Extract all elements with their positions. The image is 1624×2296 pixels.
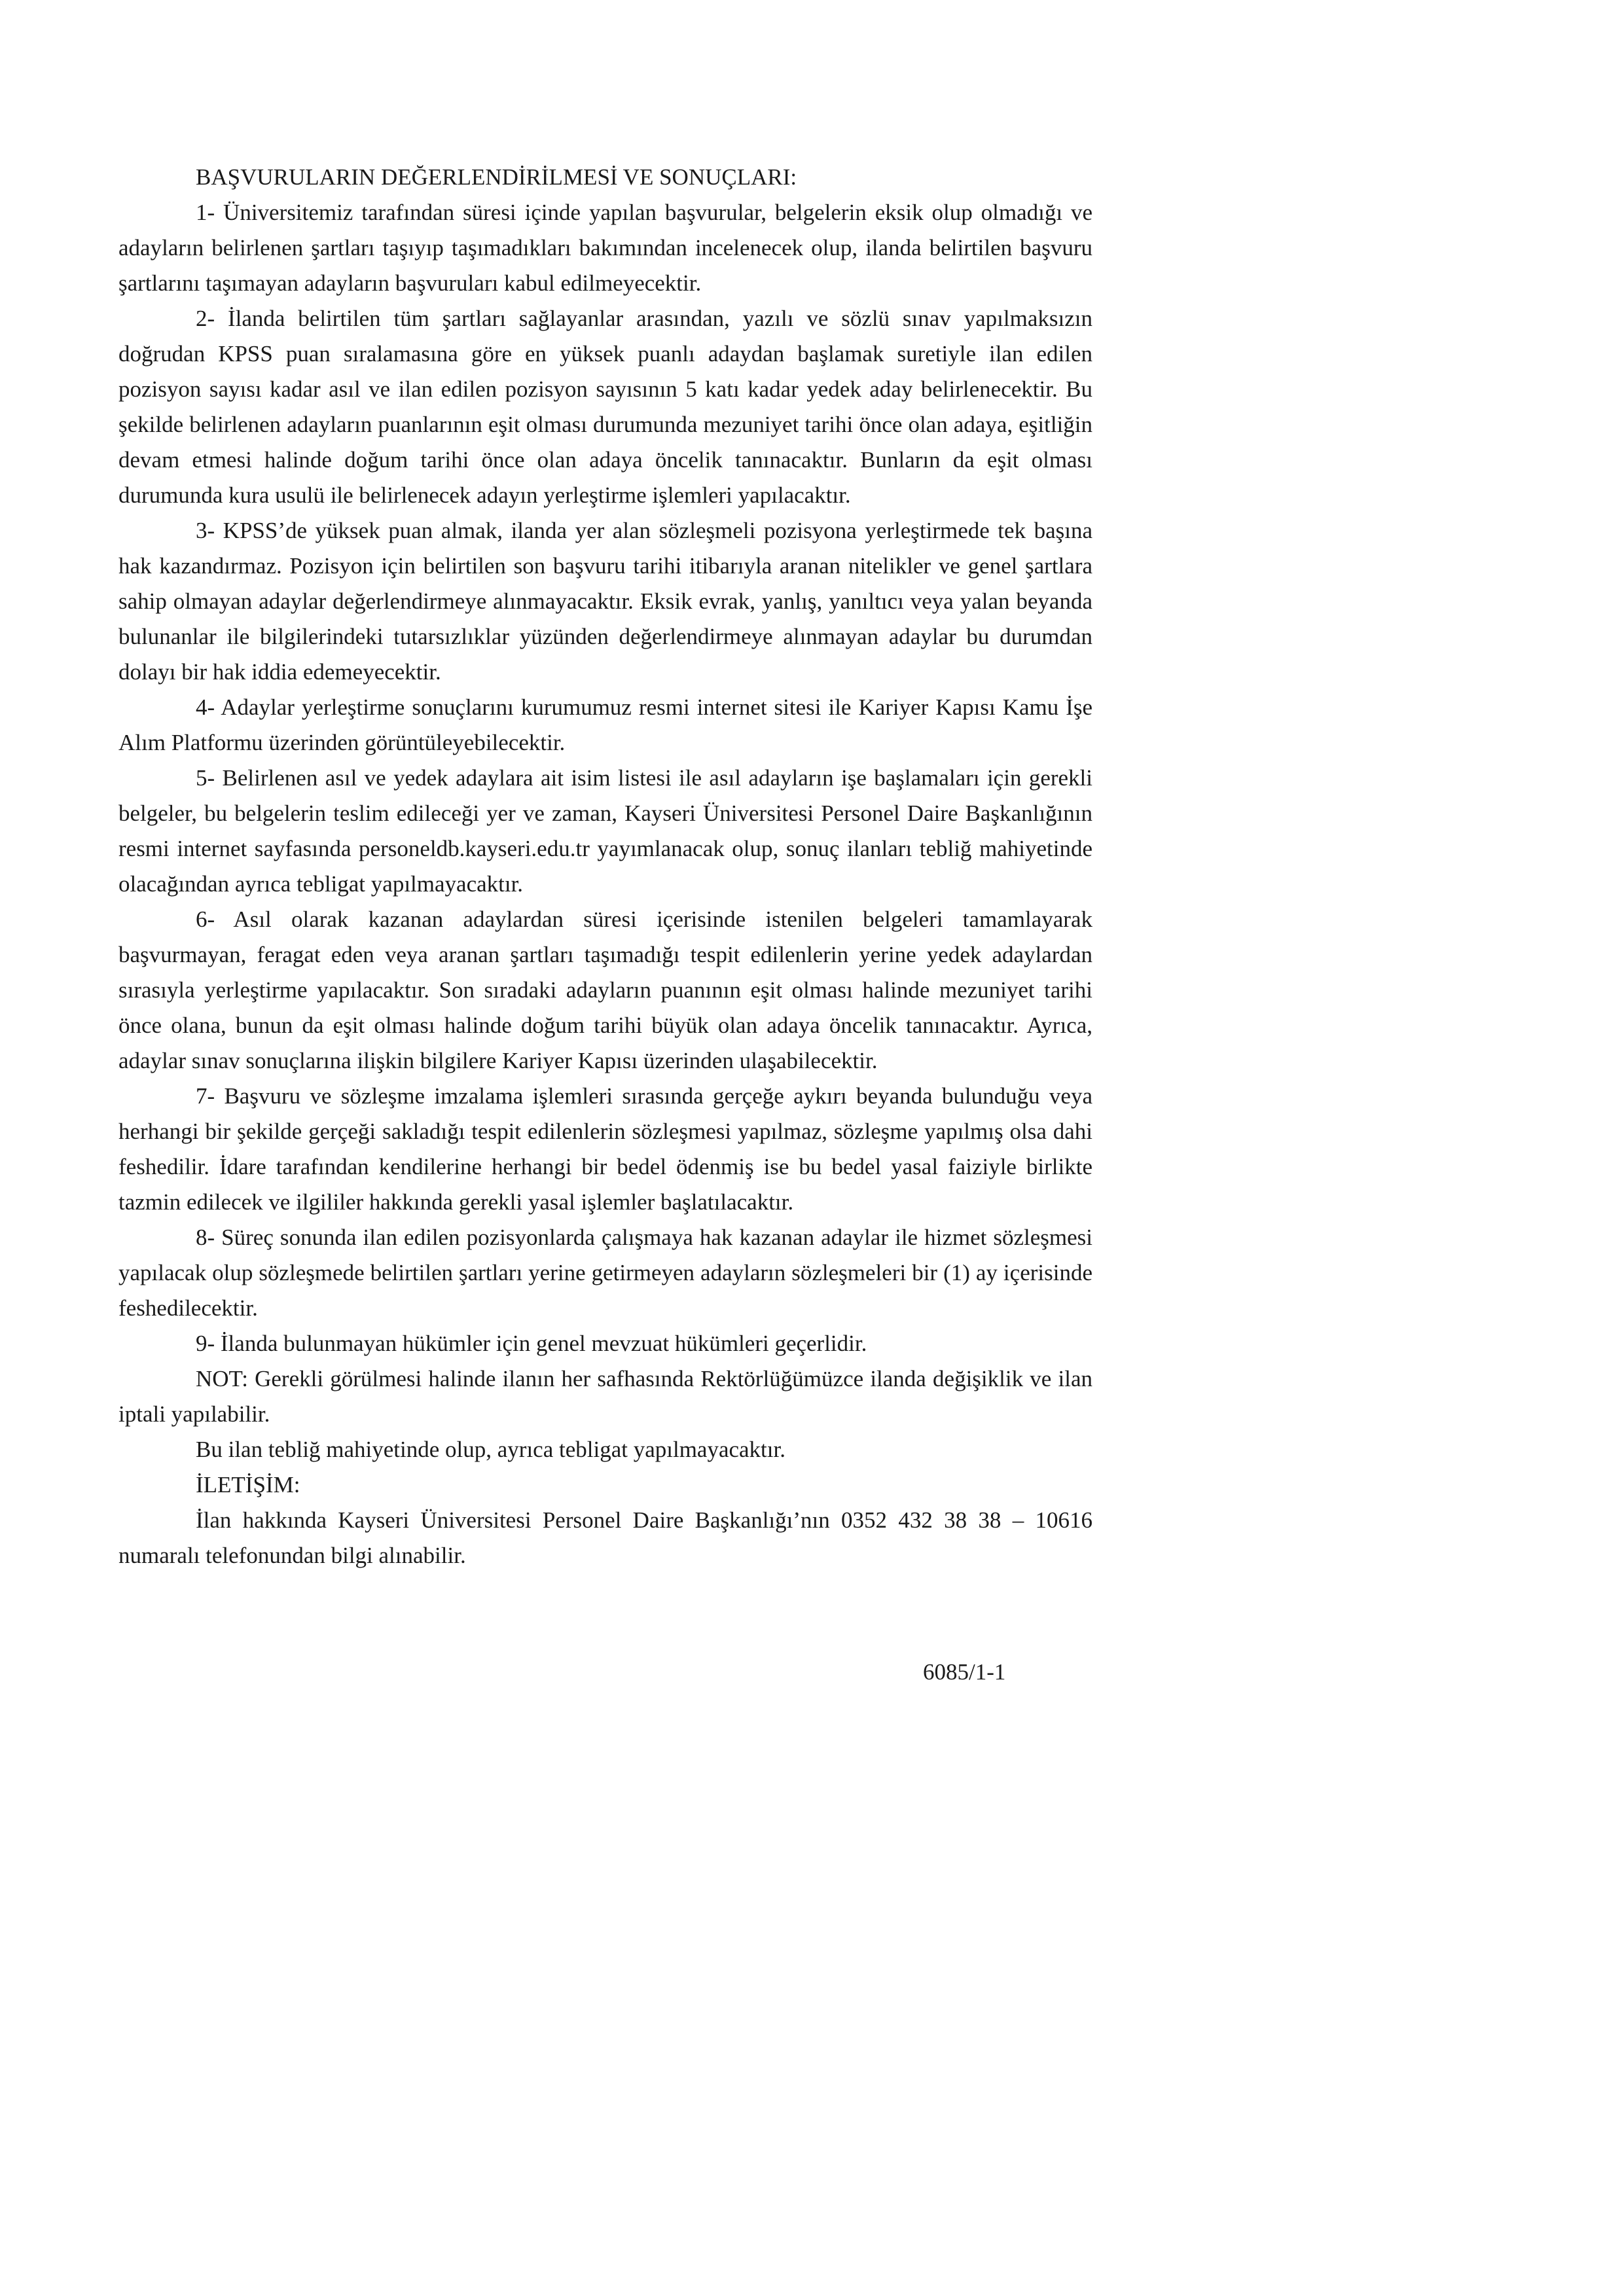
contact-heading: İLETİŞİM: [196,1472,300,1498]
paragraph-6: 6- Asıl olarak kazanan adaylardan süresi içerisinde istenilen belgeleri tamamlayarak başvurmayan, feragat eden veya aranan şartları taşımadığı tespit edilenlerin yerine yedek adaylardan sırasıyla yerleştirme yapılacaktır. Son sıradaki adayların puanının eşit olması halinde mezuniyet tarihi önce olana, bunun da eşit olması halinde doğum tarihi büyük olan adaya öncelik tanınacaktır. Ayrıca, adaylar sınav sonuçlarına ilişkin bilgilere Kariyer Kapısı üzerinden ulaşabilecektir. [118,906,1092,1073]
paragraph-4: 4- Adaylar yerleştirme sonuçlarını kurumumuz resmi internet sitesi ile Kariyer Kapısı Kamu İşe Alım Platformu üzerinden görüntüleyebilecektir. [118,694,1092,755]
contact-paragraph: İlan hakkında Kayseri Üniversitesi Personel Daire Başkanlığı’nın 0352 432 38 38 – 10616 numaralı telefonundan bilgi alınabilir. [118,1507,1092,1568]
paragraph-8: 8- Süreç sonunda ilan edilen pozisyonlarda çalışmaya hak kazanan adaylar ile hizmet sözleşmesi yapılacak olup sözleşmede belirtilen şartları yerine getirmeyen adayların sözleşmeleri bir (1) ay içerisinde feshedilecektir. [118,1225,1092,1321]
paragraph-7: 7- Başvuru ve sözleşme imzalama işlemleri sırasında gerçeğe aykırı beyanda bulunduğu veya herhangi bir şekilde gerçeği sakladığı tespit edilenlerin sözleşmesi yapılmaz, sözleşme yapılmış olsa dahi feshedilir. İdare tarafından kendilerine herhangi bir bedel ödenmiş ise bu bedel yasal faiziyle birlikte tazmin edilecek ve ilgililer hakkında gerekli yasal işlemler başlatılacaktır. [118,1083,1092,1215]
note-paragraph: NOT: Gerekli görülmesi halinde ilanın her safhasında Rektörlüğümüzce ilanda değişiklik ve ilan iptali yapılabilir. [118,1366,1092,1427]
paragraph-2: 2- İlanda belirtilen tüm şartları sağlayanlar arasından, yazılı ve sözlü sınav yapılmaksızın doğrudan KPSS puan sıralamasına göre en yüksek puanlı adaydan başlamak suretiyle ilan edilen pozisyon sayısı kadar asıl ve ilan edilen pozisyon sayısının 5 katı kadar yedek aday belirlenecektir. Bu şekilde belirlenen adayların puanlarının eşit olması durumunda mezuniyet tarihi önce olan adaya, eşitliğin devam etmesi halinde doğum tarihi önce olan adaya öncelik tanınacaktır. Bunların da eşit olması durumunda kura usulü ile belirlenecek adayın yerleştirme işlemleri yapılacaktır. [118,306,1092,508]
paragraph-9: 9- İlanda bulunmayan hükümler için genel mevzuat hükümleri geçerlidir. [196,1331,867,1356]
section-heading: BAŞVURULARIN DEĞERLENDİRİLMESİ VE SONUÇLARI: [196,164,797,190]
paragraph-1: 1- Üniversitemiz tarafından süresi içinde yapılan başvurular, belgelerin eksik olup olmadığı ve adayların belirlenen şartları taşıyıp taşımadıkları bakımından incelenecek olup, ilanda belirtilen başvuru şartlarını taşımayan adayların başvuruları kabul edilmeyecektir. [118,200,1092,296]
document-body [118,160,1092,1573]
paragraph-3: 3- KPSS’de yüksek puan almak, ilanda yer alan sözleşmeli pozisyona yerleştirmede tek başına hak kazandırmaz. Pozisyon için belirtilen son başvuru tarihi itibarıyla aranan nitelikler ve genel şartlara sahip olmayan adaylar değerlendirmeye alınmayacaktır. Eksik evrak, yanlış, yanıltıcı veya yalan beyanda bulunanlar ile bilgilerindeki tutarsızlıklar yüzünden değerlendirmeye alınmayan adaylar bu durumdan dolayı bir hak iddia edemeyecektir. [118,518,1092,685]
tebligat-paragraph: Bu ilan tebliğ mahiyetinde olup, ayrıca tebligat yapılmayacaktır. [196,1437,785,1462]
document-code: 6085/1-1 [923,1659,1006,1685]
paragraph-5: 5- Belirlenen asıl ve yedek adaylara ait isim listesi ile asıl adayların işe başlamaları için gerekli belgeler, bu belgelerin teslim edileceği yer ve zaman, Kayseri Üniversitesi Personel Daire Başkanlığının resmi internet sayfasında personeldb.kayseri.edu.tr yayımlanacak olup, sonuç ilanları tebliğ mahiyetinde olacağından ayrıca tebligat yapılmayacaktır. [118,765,1092,897]
